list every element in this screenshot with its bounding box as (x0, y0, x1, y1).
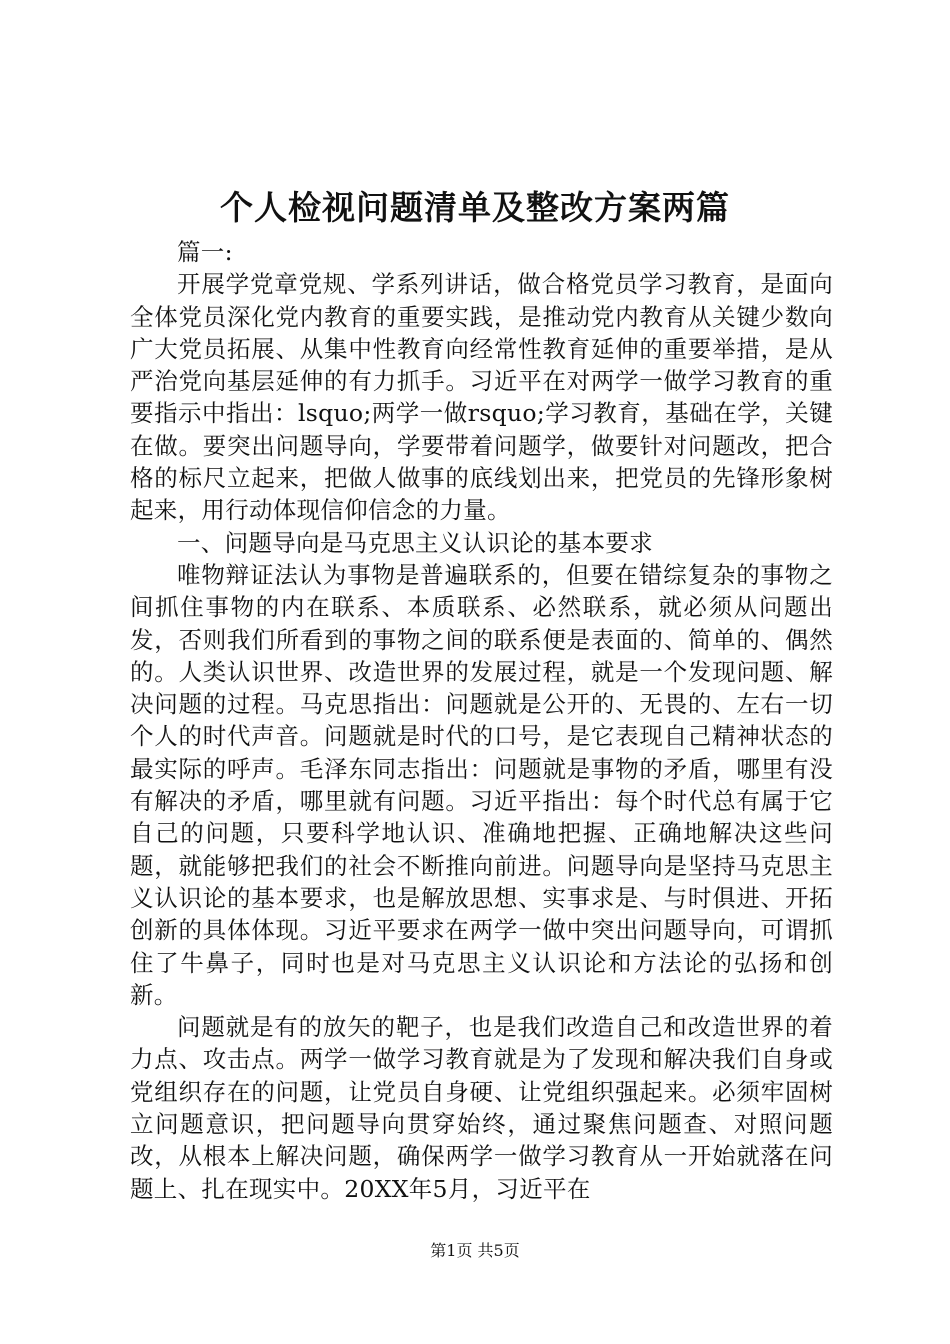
section-heading: 一、问题导向是马克思主义认识论的基本要求 (177, 528, 653, 557)
document-title: 个人检视问题清单及整改方案两篇 (220, 188, 730, 227)
page-footer: 第1页 共5页 (430, 1241, 520, 1260)
body-paragraph: 唯物辩证法认为事物是普遍联系的，但要在错综复杂的事物之间抓住事物的内在联系、本质联系、必然联系，就必须从问题出发，否则我们所看到的事物之间的联系便是表面的、简单的、偶然的。人类认识世界、改造世界的发展过程，就是一个发现问题、解决问题的过程。马克思指出：问题就是公开的、无畏的、左右一切个人的时代声音。问题就是时代的口号，是它表现自己精神状态的最实际的呼声。毛泽东同志指出：问题就是事物的矛盾，哪里有没有解决的矛盾，哪里就有问题。习近平指出：每个时代总有属于它自己的问题，只要科学地认识、准确地把握、正确地解决这些问题，就能够把我们的社会不断推向前进。问题导向是坚持马克思主义认识论的基本要求，也是解放思想、实事求是、与时俱进、开拓创新的具体体现。习近平要求在两学一做中突出问题导向，可谓抓住了牛鼻子，同时也是对马克思主义认识论和方法论的弘扬和创新。 (130, 560, 833, 1009)
intro-paragraph: 开展学党章党规、学系列讲话，做合格党员学习教育，是面向全体党员深化党内教育的重要实践，是推动党内教育从关键少数向广大党员拓展、从集中性教育向经常性教育延伸的重要举措，是从严治党向基层延伸的有力抓手。习近平在对两学一做学习教育的重要指示中指出：lsquo;两学一做rsquo;学习教育，基础在学，关键在做。要突出问题导向，学要带着问题学，做要针对问题改，把合格的标尺立起来，把做人做事的底线划出来，把党员的先锋形象树起来，用行动体现信仰信念的力量。 (130, 270, 833, 525)
body-paragraph: 问题就是有的放矢的靶子，也是我们改造自己和改造世界的着力点、攻击点。两学一做学习教育就是为了发现和解决我们自身或党组织存在的问题，让党员自身硬、让党组织强起来。必须牢固树立问题意识，把问题导向贯穿始终，通过聚焦问题查、对照问题改，从根本上解决问题，确保两学一做学习教育从一开始就落在问题上、扎在现实中。20XX年5月，习近平在 (130, 1013, 833, 1203)
document-body (130, 236, 833, 1205)
section-label: 篇一: (177, 238, 233, 266)
